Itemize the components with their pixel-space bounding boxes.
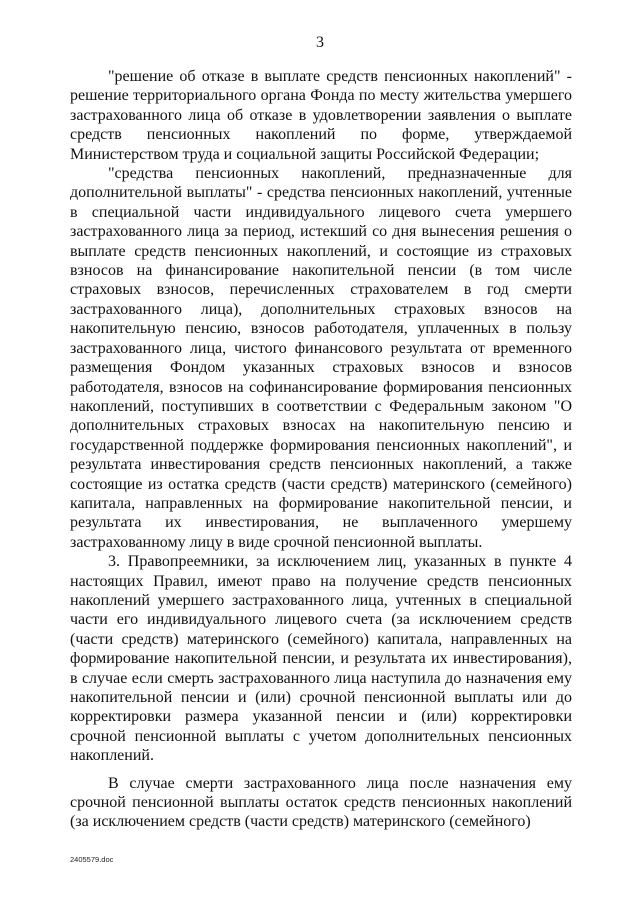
paragraph-clause-3: 3. Правопреемники, за исключением лиц, указанных в пункте 4 настоящих Правил, имеют право на получение средств пенсионных накоплений умершего застрахованного лица, учтенных в специальной части его индивидуального лицевого счета (за исключением средств (части средств) материнского (семейного) капитала, направленных на формирование накопительной пенсии, и результата их инвестирования), в случае если смерть застрахованного лица наступила до назначения ему накопительной пенсии и (или) срочной пенсионной выплаты или до корректировки размера указанной пенсии и (или) корректировки срочной пенсионной выплаты с учетом дополнительных пенсионных накоплений. xyxy=(70,553,572,765)
footer-filename: 2405579.doc xyxy=(70,855,114,864)
document-body xyxy=(70,67,572,832)
paragraph-death-after-assignment: В случае смерти застрахованного лица после назначения ему срочной пенсионной выплаты остаток средств пенсионных накоплений (за исключением средств (части средств) материнского (семейного) xyxy=(70,774,572,831)
page-number: 3 xyxy=(316,34,324,51)
paragraph-refusal-decision-definition: "решение об отказе в выплате средств пенсионных накоплений" - решение территориального органа Фонда по месту жительства умершего застрахованного лица об отказе в удовлетворении заявления о выплате средств пенсионных накоплений по форме, утверждаемой Министерством труда и социальной защиты Российской Федерации; xyxy=(70,68,572,163)
paragraph-additional-payment-funds-definition: "средства пенсионных накоплений, предназначенные для дополнительной выплаты" - средства пенсионных накоплений, учтенные в специальной части индивидуального лицевого счета умершего застрахованного лица за период, истекший со дня вынесения решения о выплате средств пенсионных накоплений, и состоящие из страховых взносов на финансирование накопительной пенсии (в том числе страховых взносов, перечисленных страхователем в год смерти застрахованного лица), дополнительных страховых взносов на накопительную пенсию, взносов работодателя, уплаченных в пользу застрахованного лица, чистого финансового результата от временного размещения Фондом указанных страховых взносов и взносов работодателя, взносов на софинансирование формирования пенсионных накоплений, поступивших в соответствии с Федеральным законом "О дополнительных страховых взносах на накопительную пенсию и государственной поддержке формирования пенсионных накоплений", и результата инвестирования средств пенсионных накоплений, а также состоящие из остатка средств (части средств) материнского (семейного) капитала, направленных на формирование накопительной пенсии, и результата их инвестирования, не выплаченного умершему застрахованному лицу в виде срочной пенсионной выплаты. xyxy=(70,165,572,551)
